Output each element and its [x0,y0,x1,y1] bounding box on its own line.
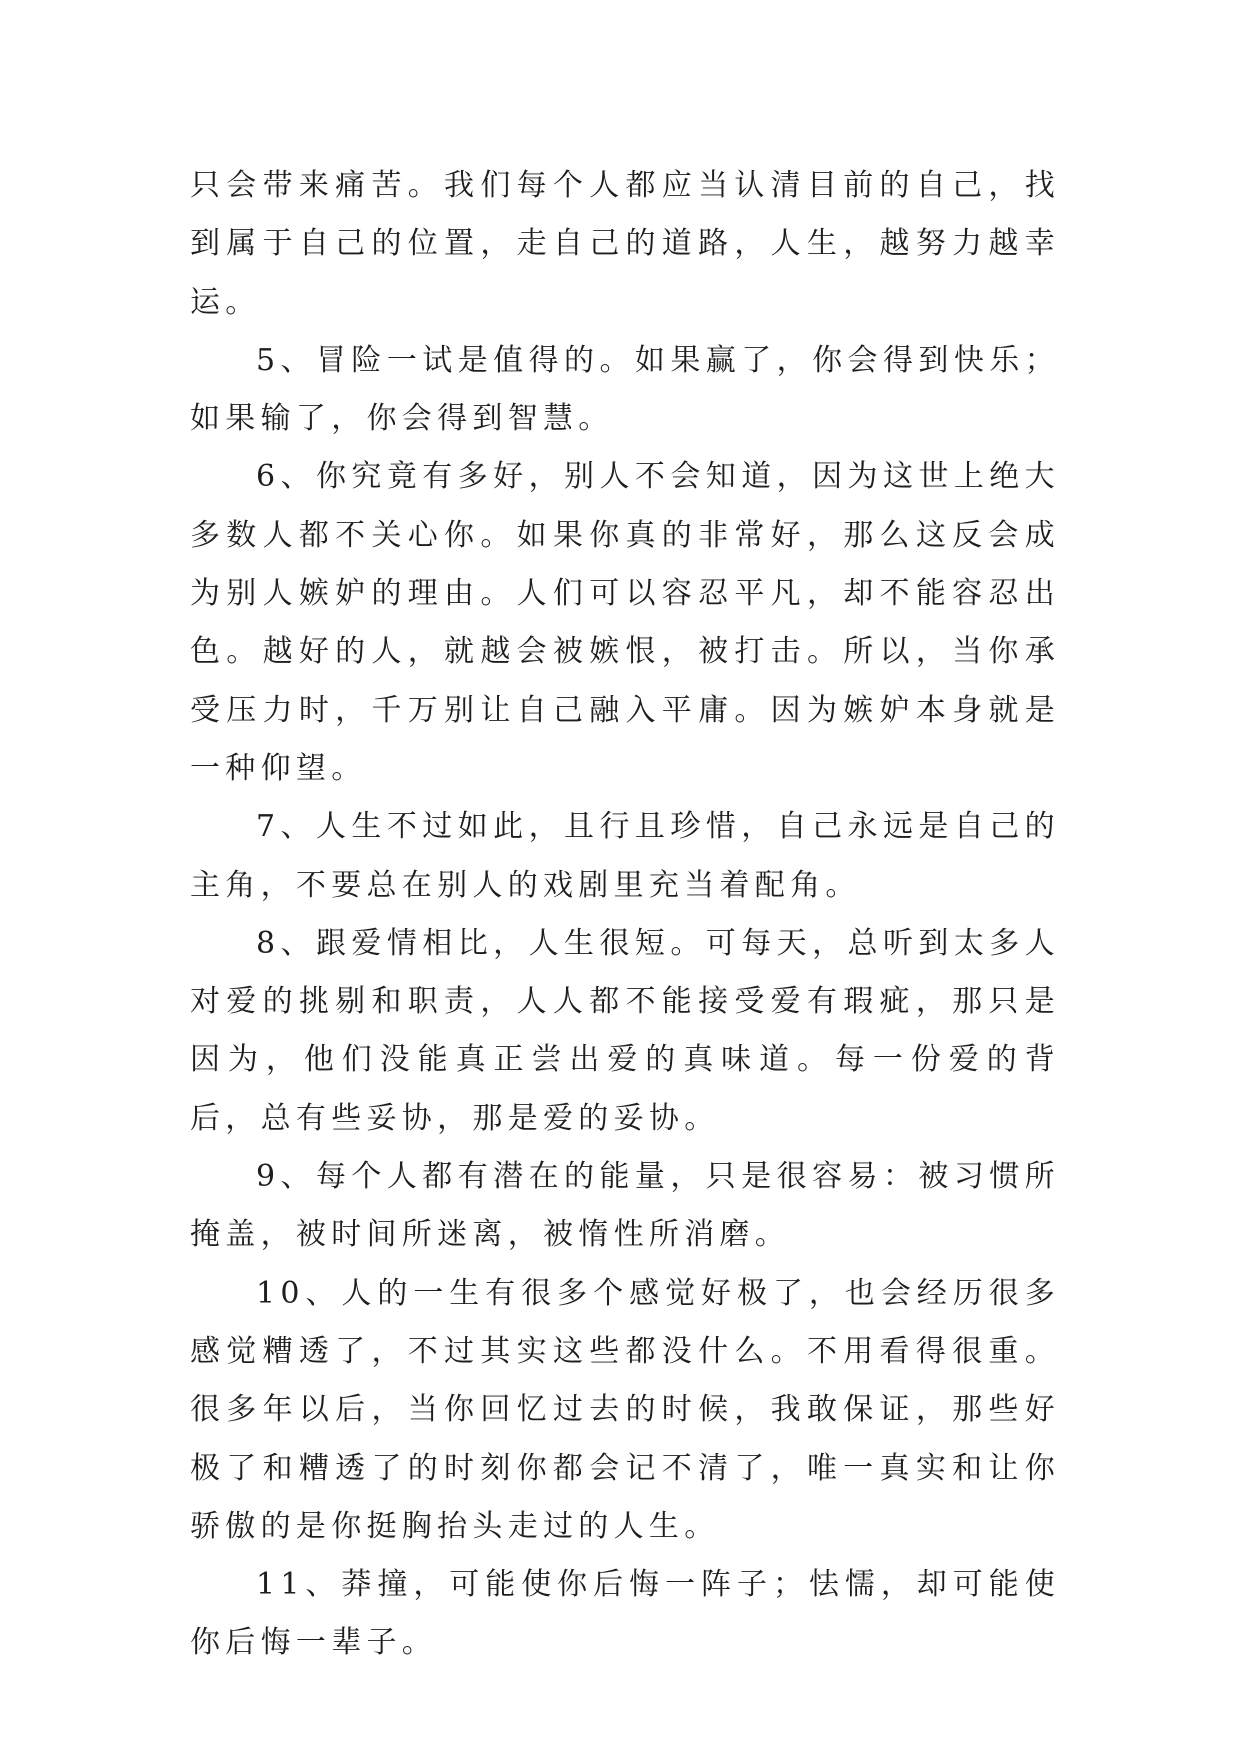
paragraph-item-5: 5、冒险一试是值得的。如果赢了，你会得到快乐；如果输了，你会得到智慧。 [190,342,1060,437]
paragraph-item-7: 7、人生不过如此，且行且珍惜，自己永远是自己的主角，不要总在别人的戏剧里充当着配角。 [190,809,1060,903]
paragraph-item-6: 6、你究竟有多好，别人不会知道，因为这世上绝大多数人都不关心你。如果你真的非常好，那么这反会成为别人嫉妒的理由。人们可以容忍平凡，却不能容忍出色。越好的人，就越会被嫉恨，被打击。所以，当你承受压力时，千万别让自己融入平庸。因为嫉妒本身就是一种仰望。 [190,459,1060,786]
paragraph-item-10: 10、人的一生有很多个感觉好极了，也会经历很多感觉糟透了，不过其实这些都没什么。不用看得很重。很多年以后，当你回忆过去的时候，我敢保证，那些好极了和糟透了的时刻你都会记不清了，唯一真实和让你骄傲的是你挺胸抬头走过的人生。 [190,1275,1060,1544]
paragraph-item-9: 9、每个人都有潜在的能量，只是很容易：被习惯所掩盖，被时间所迷离，被惰性所消磨。 [190,1159,1060,1253]
document-body [190,157,1060,1673]
paragraph-item-8: 8、跟爱情相比，人生很短。可每天，总听到太多人对爱的挑剔和职责，人人都不能接受爱有瑕疵，那只是因为，他们没能真正尝出爱的真味道。每一份爱的背后，总有些妥协，那是爱的妥协。 [190,925,1060,1136]
paragraph-continuation: 只会带来痛苦。我们每个人都应当认清目前的自己，找到属于自己的位置，走自己的道路，人生，越努力越幸运。 [190,168,1060,320]
paragraph-item-11: 11、莽撞，可能使你后悔一阵子；怯懦，却可能使你后悔一辈子。 [190,1567,1060,1661]
